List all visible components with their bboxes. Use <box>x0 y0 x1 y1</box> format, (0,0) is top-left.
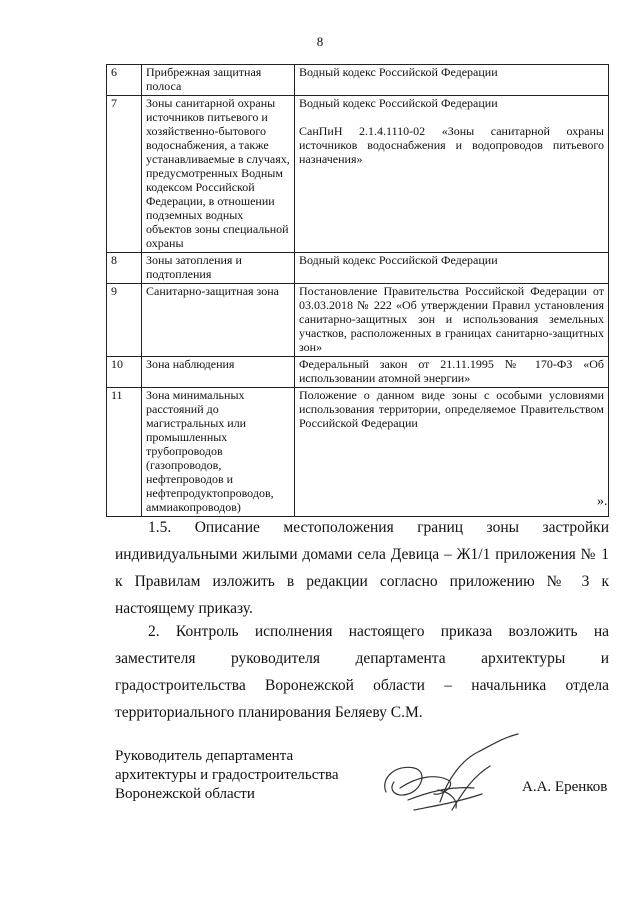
signatory-title <box>115 747 338 804</box>
signatory-name: А.А. Еренков <box>522 779 608 795</box>
row-number: 9 <box>107 284 142 357</box>
paragraph-2 <box>115 618 609 726</box>
legal-basis <box>295 388 609 517</box>
paragraph-text: 2. Контроль исполнения настоящего приказа возложить на заместителя руководителя департамента архитектуры и градостроительства Воронежской области – начальника отдела территориального планирования Беляеву С.М. <box>115 623 609 721</box>
paragraph-text: 1.5. Описание местоположения границ зоны застройки индивидуальными жилыми домами села Девица – Ж1/1 приложения № 1 к Правилам изложить в редакции согласно приложению № 3 к настоящему приказу. <box>115 519 609 617</box>
table-row <box>107 388 609 517</box>
table-row <box>107 253 609 284</box>
legal-document: Водный кодекс Российской Федерации <box>299 65 498 79</box>
row-number: 8 <box>107 253 142 284</box>
table-row <box>107 65 609 96</box>
signatory-title-line: Воронежской области <box>115 786 255 802</box>
legal-document: СанПиН 2.1.4.1110-02 «Зоны санитарной охраны источников водоснабжения и водопроводов питьевого назначения» <box>299 124 604 166</box>
legal-document: Водный кодекс Российской Федерации <box>299 96 498 110</box>
signatory-title-line: Руководитель департамента <box>115 748 294 764</box>
zone-name: Прибрежная защитная полоса <box>142 65 295 96</box>
legal-document: Водный кодекс Российской Федерации <box>299 253 498 267</box>
zone-name: Зоны санитарной охраны источников питьевого и хозяйственно-бытового водоснабжения, а также устанавливаемые в случаях, предусмотренных Водным кодексом Российской Федерации, в отношении подземных водных объектов зоны специальной охраны <box>142 96 295 253</box>
zone-name: Зона минимальных расстояний до магистральных или промышленных трубопроводов (газопроводов, нефтепроводов и нефтепродуктопроводов, аммиакопроводов) <box>142 388 295 517</box>
handwritten-signature <box>378 730 528 825</box>
paragraph-1-5 <box>115 514 609 622</box>
legal-basis <box>295 253 609 284</box>
row-number: 6 <box>107 65 142 96</box>
legal-basis <box>295 65 609 96</box>
zone-name: Санитарно-защитная зона <box>142 284 295 357</box>
zone-name: Зоны затопления и подтопления <box>142 253 295 284</box>
legal-basis <box>295 96 609 253</box>
legal-basis <box>295 357 609 388</box>
page-number: 8 <box>316 34 324 49</box>
zones-table <box>106 64 609 517</box>
table-row <box>107 96 609 253</box>
zone-name: Зона наблюдения <box>142 357 295 388</box>
legal-document: Постановление Правительства Российской Федерации от 03.03.2018 № 222 «Об утверждении Правил установления санитарно-защитных зон и использования земельных участков, расположенных в границах санитарно-защитных зон» <box>299 284 604 354</box>
row-number: 7 <box>107 96 142 253</box>
signatory-title-line: архитектуры и градостроительства <box>115 767 339 783</box>
row-number: 11 <box>107 388 142 517</box>
legal-document: Положение о данном виде зоны с особыми условиями использования территории, определяемое Правительством Российской Федерации <box>299 388 604 430</box>
legal-basis <box>295 284 609 357</box>
legal-document: Федеральный закон от 21.11.1995 № 170-ФЗ «Об использовании атомной энергии» <box>299 357 604 385</box>
table-row <box>107 357 609 388</box>
table-row <box>107 284 609 357</box>
closing-quote: ». <box>597 494 608 509</box>
row-number: 10 <box>107 357 142 388</box>
